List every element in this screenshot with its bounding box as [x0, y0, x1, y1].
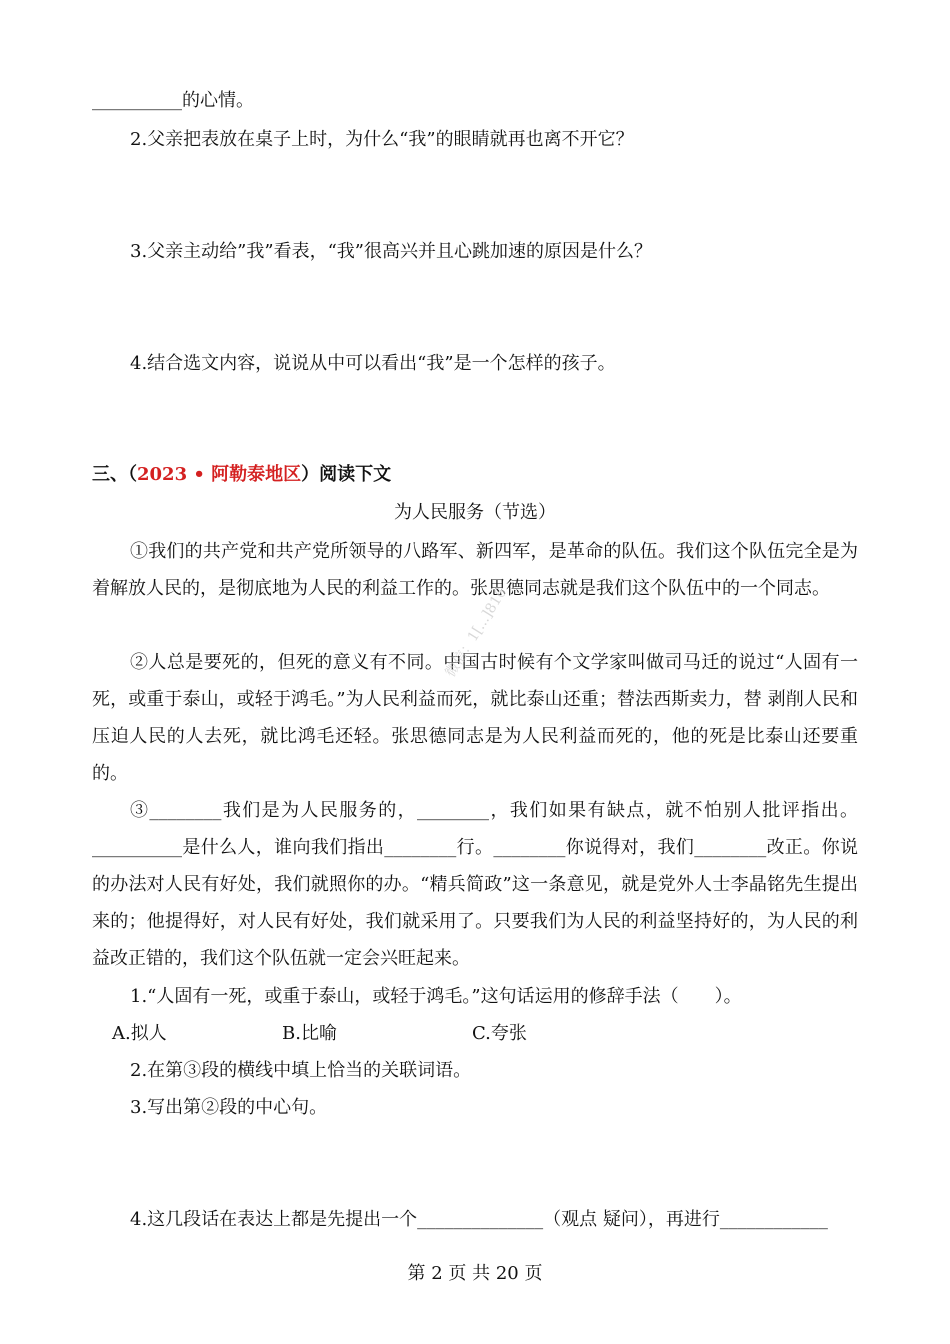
question-2: 2.父亲把表放在桌子上时，为什么“我”的眼睛就再也离不开它？ — [130, 129, 634, 150]
section-3-question-3: 3.写出第②段的中心句。 — [130, 1097, 328, 1118]
page-footer: 第 2 页 共 20 页 — [407, 1263, 543, 1284]
paragraph-2: ②人总是要死的，但死的意义有不同。中国古时候有个文学家叫做司马迁的说过“人固有一死，或重于泰山，或轻于鸿毛。”为人民利益而死，就比泰山还重；替法西斯卖力，替 剥削人民和压迫人民的人去死，就比鸿毛还轻。张思德同志是为人民利益而死的，他的死是比泰山还要重的。 — [92, 652, 858, 784]
watermark-text: 微信：1[...]816 — [442, 585, 511, 681]
choice-a: A.拟人 — [112, 1023, 167, 1044]
section-3-heading — [92, 463, 391, 487]
paragraph-3: ③________我们是为人民服务的，________，我们如果有缺点，就不怕别人批评指出。__________是什么人，谁向我们指出________行。________你说得对，我们________改正。你说的办法对人民有好处，我们就照你的办。“精兵简政”这一条意见，就是党外人士李晶铭先生提出来的；他提得好，对人民有好处，我们就采用了。只要我们为人民的利益坚持好的，为人民的利益改正错的，我们这个队伍就一定会兴旺起来。 — [92, 800, 858, 969]
question-1: 1.“人固有一死，或重于泰山，或轻于鸿毛。”这句话运用的修辞手法（ ）。 — [130, 986, 742, 1007]
heading-prefix: 三、（ — [92, 464, 137, 485]
section-3-question-4: 4.这几段话在表达上都是先提出一个______________（观点 疑问），再进行____________ — [130, 1209, 828, 1230]
heading-source: 2023 • 阿勒泰地区 — [137, 464, 302, 485]
paragraph-1: ①我们的共产党和共产党所领导的八路军、新四军，是革命的队伍。我们这个队伍完全是为着解放人民的，是彻底地为人民的利益工作的。张思德同志就是我们这个队伍中的一个同志。 — [92, 541, 858, 599]
passage-title: 为人民服务（节选） — [394, 502, 556, 523]
answer-blank-line: __________的心情。 — [92, 90, 254, 111]
section-3-question-2: 2.在第③段的横线中填上恰当的关联词语。 — [130, 1060, 472, 1081]
question-3: 3.父亲主动给”我”看表，“我”很高兴并且心跳加速的原因是什么？ — [130, 241, 652, 262]
heading-suffix: ）阅读下文 — [301, 464, 392, 485]
choice-b: B.比喻 — [282, 1023, 337, 1044]
question-4: 4.结合选文内容，说说从中可以看出“我”是一个怎样的孩子。 — [130, 353, 616, 374]
choice-c: C.夸张 — [472, 1023, 527, 1044]
